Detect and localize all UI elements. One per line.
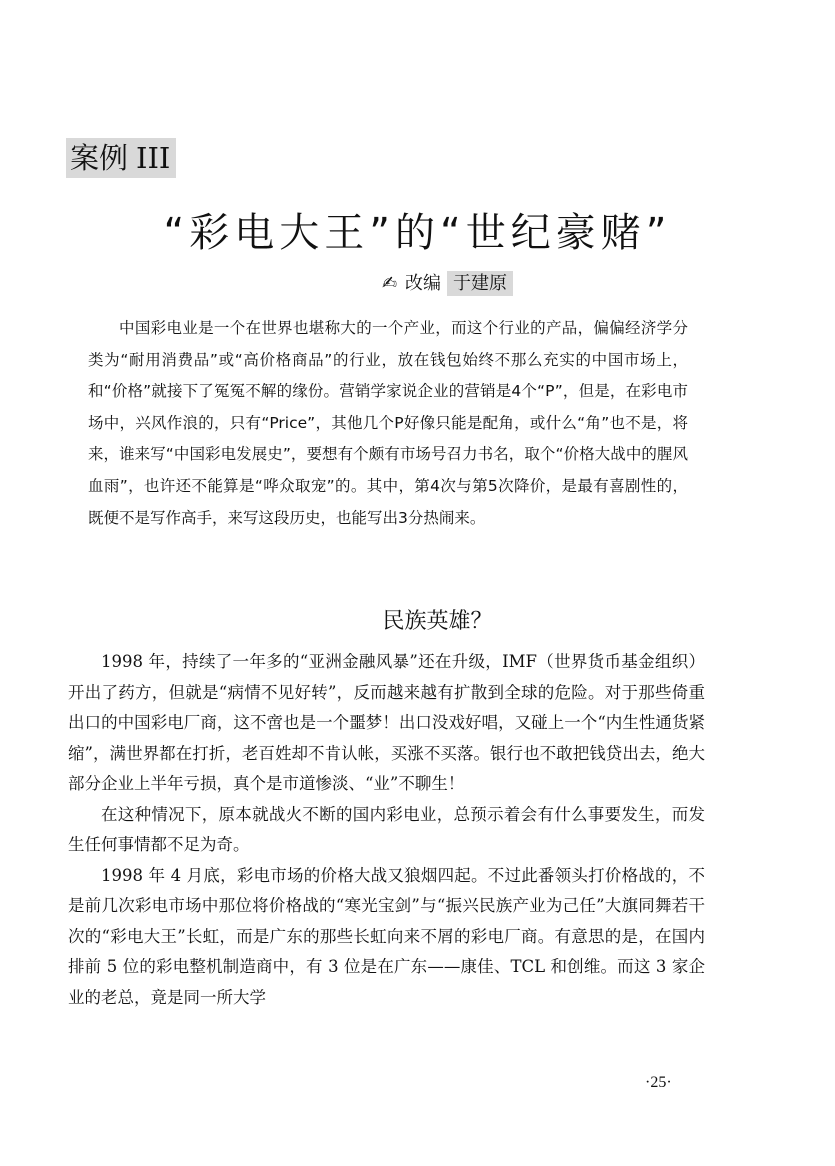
- body-paragraph: 在这种情况下，原本就战火不断的国内彩电业，总预示着会有什么事要发生，而发生任何事情都不足为奇。: [68, 804, 705, 854]
- page-number: ·25·: [645, 1074, 672, 1091]
- body-paragraph: 1998 年 4 月底，彩电市场的价格大战又狼烟四起。不过此番领头打价格战的，不是前几次彩电市场中那位将价格战的“寒光宝剑”与“振兴民族产业为己任”大旗同舞若干次的“彩电大王”长虹，而是广东的那些长虹向来不屑的彩电厂商。有意思的是，在国内排前 5 位的彩电整机制造商中，有 3 位是在广东——康佳、TCL 和创维。而这 3 家企业的老总，竟是同一所大学: [68, 865, 705, 1007]
- byline-author: 于建原: [447, 271, 513, 296]
- section-heading: 民族英雄？: [382, 609, 493, 634]
- case-label: [66, 138, 176, 178]
- body-paragraph: 1998 年，持续了一年多的“亚洲金融风暴”还在升级，IMF（世界货币基金组织）开出了药方，但就是“病情不见好转”，反而越来越有扩散到全球的危险。对于那些倚重出口的中国彩电厂商，这不啻也是一个噩梦！出口没戏好唱，又碰上一个“内生性通货紧缩”，满世界都在打折，老百姓却不肯认帐，买涨不买落。银行也不敢把钱贷出去，绝大部分企业上半年亏损，真个是市道惨淡、“业”不聊生！: [68, 652, 705, 793]
- byline-role: 改编: [405, 273, 442, 294]
- case-label-prefix: 案例: [70, 141, 129, 175]
- pen-icon: ✍: [381, 273, 398, 294]
- case-label-numeral: III: [136, 141, 171, 175]
- byline: [0, 268, 835, 300]
- article-title: “彩电大王”的“世纪豪赌”: [163, 210, 672, 256]
- intro-paragraph: 中国彩电业是一个在世界也堪称大的一个产业，而这个行业的产品，偏偏经济学分类为“耐用消费品”或“高价格商品”的行业，放在钱包始终不那么充实的中国市场上，和“价格”就接下了冤冤不解的缘份。营销学家说企业的营销是4个“P”，但是，在彩电市场中，兴风作浪的，只有“Price”，其他几个P好像只能是配角，或什么“角”也不是，将来，谁来写“中国彩电发展史”，要想有个颇有市场号召力书名，取个“价格大战中的腥风血雨”，也许还不能算是“哗众取宠”的。其中，第4次与第5次降价，是最有喜剧性的，既便不是写作高手，来写这段历史，也能写出3分热闹来。: [88, 319, 688, 527]
- body-text: [68, 647, 705, 1013]
- intro-block: [88, 313, 688, 534]
